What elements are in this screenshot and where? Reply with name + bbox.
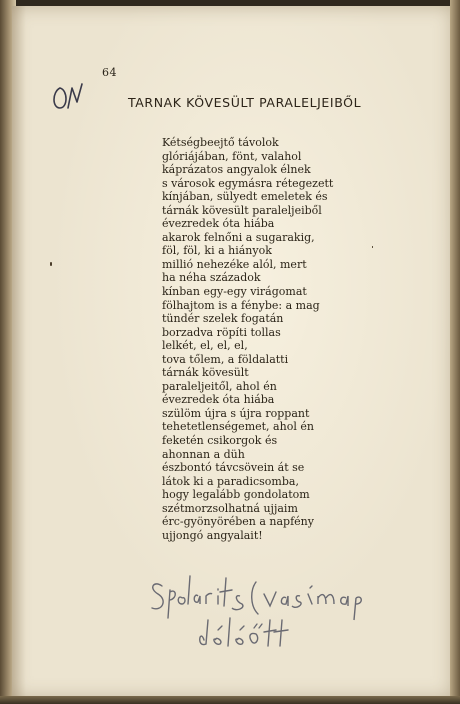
page-edge-bottom <box>0 696 460 704</box>
poem-line: tehetetlenségemet, ahol én <box>162 420 314 434</box>
poem-line: ujjongó angyalait! <box>162 528 263 542</box>
poem-line: tárnák kövesült <box>162 366 249 380</box>
poem-line: ahonnan a düh <box>162 447 245 461</box>
handwritten-note <box>140 556 380 656</box>
poem-line: káprázatos angyalok élnek <box>162 163 311 177</box>
poem-line: akarok felnőni a sugarakig, <box>162 230 315 244</box>
poem-line: s városok egymásra rétegezett <box>162 176 334 190</box>
poem-line: évezredek óta hiába <box>162 393 275 407</box>
poem-line: tündér szelek fogatán <box>162 312 284 326</box>
poem-title: TARNAK KÖVESÜLT PARALELJEIBŐL <box>128 95 362 110</box>
poem-line: kínban egy-egy virágomat <box>162 285 307 299</box>
poem-line: évezredek óta hiába <box>162 217 275 231</box>
poem-line: ha néha századok <box>162 271 261 285</box>
poem-line: szülöm újra s újra roppant <box>162 406 310 420</box>
poem-line: tova tőlem, a földalatti <box>162 352 289 366</box>
poem-line: fölhajtom is a fénybe: a mag <box>162 298 320 312</box>
poem-line: föl, föl, ki a hiányok <box>162 244 272 258</box>
poem-line: Kétségbeejtő távolok <box>162 136 279 149</box>
page-number: 64 <box>102 66 117 79</box>
poem-line: látok ki a paradicsomba, <box>162 474 299 488</box>
poem-line: lelkét, el, el, el, <box>162 339 248 353</box>
margin-annotation-mark <box>50 78 90 118</box>
poem-line: tárnák kövesült paraleljeiből <box>162 203 322 217</box>
poem-line: paraleljeitől, ahol én <box>162 379 277 393</box>
poem-line: érc-gyönyörében a napfény <box>162 515 314 529</box>
poem-body <box>162 136 392 542</box>
poem-line: hogy legalább gondolatom <box>162 488 310 502</box>
page-edge-right <box>450 0 460 704</box>
poem-line: feketén csikorgok és <box>162 434 278 448</box>
ink-speck <box>50 262 52 266</box>
poem-line: borzadva röpíti tollas <box>162 325 281 339</box>
poem-line: szétmorzsolhatná ujjaim <box>162 501 298 515</box>
ink-speck <box>372 246 373 248</box>
poem-line: észbontó távcsövein át se <box>162 461 305 475</box>
poem-line: glóriájában, fönt, valahol <box>162 149 302 163</box>
poem-line: millió nehezéke alól, mert <box>162 257 307 271</box>
poem-line: kínjában, sülyedt emeletek és <box>162 190 328 204</box>
